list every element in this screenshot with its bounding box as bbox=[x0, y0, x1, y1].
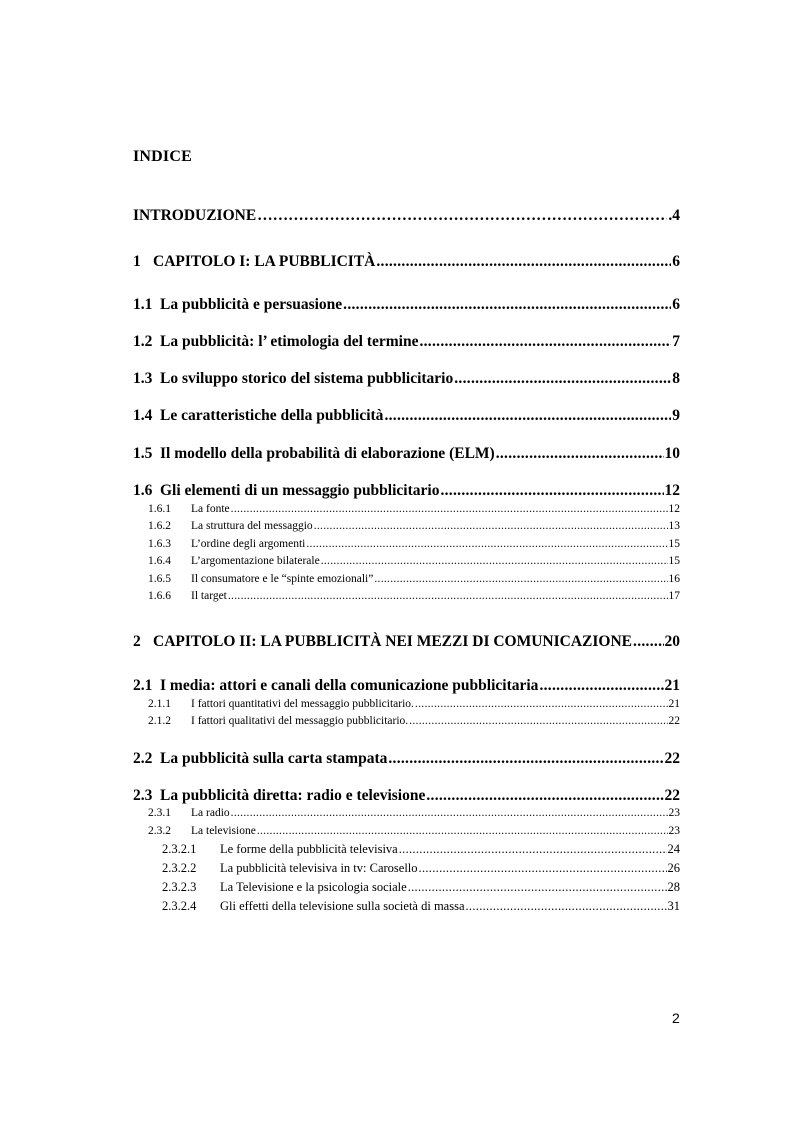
toc-entry-2-3-2[interactable] bbox=[148, 825, 680, 837]
toc-entry-number: 1.4 bbox=[133, 407, 153, 424]
toc-entry-number: 2.1.2 bbox=[148, 715, 171, 727]
toc-entry-1-6-6[interactable] bbox=[148, 590, 680, 602]
toc-entry-1-6-3[interactable] bbox=[148, 538, 680, 550]
toc-entry-page: 12 bbox=[668, 503, 680, 515]
toc-entry-chapter-2[interactable] bbox=[133, 633, 680, 651]
dot-leader bbox=[231, 807, 668, 819]
toc-entry-number: 1 bbox=[133, 253, 141, 270]
toc-entry-page: 22 bbox=[668, 715, 680, 727]
dot-leader bbox=[419, 861, 667, 876]
toc-entry-page: 9 bbox=[672, 407, 680, 424]
toc-entry-number: 2.3.2.3 bbox=[162, 880, 197, 894]
toc-entry-page: 6 bbox=[672, 253, 680, 270]
toc-entry-label: Le forme della pubblicità televisiva bbox=[220, 842, 398, 856]
toc-entry-number: 2.3 bbox=[133, 787, 153, 804]
toc-entry-1-6[interactable] bbox=[133, 482, 680, 500]
toc-entry-label: Il target bbox=[191, 590, 227, 602]
dot-leader bbox=[314, 520, 668, 532]
toc-entry-number: 1.3 bbox=[133, 370, 153, 387]
toc-entry-label: CAPITOLO II: LA PUBBLICITÀ NEI MEZZI DI COMUNICAZIONE bbox=[153, 633, 633, 650]
toc-entry-label: La radio bbox=[191, 807, 230, 819]
toc-entry-number: 1.6.3 bbox=[148, 538, 171, 550]
toc-entry-label: Gli effetti della televisione sulla società di massa bbox=[220, 899, 465, 913]
toc-entry-label: Gli elementi di un messaggio pubblicitario bbox=[160, 482, 440, 499]
toc-entry-2-1-1[interactable] bbox=[148, 698, 680, 710]
toc-entry-number: 2.1.1 bbox=[148, 698, 171, 710]
toc-title: INDICE bbox=[133, 148, 192, 165]
dot-leader bbox=[419, 333, 671, 351]
toc-entry-page: 31 bbox=[667, 899, 680, 913]
toc-entry-page: 22 bbox=[664, 787, 680, 804]
toc-entry-page: 6 bbox=[672, 296, 680, 313]
toc-entry-introduction[interactable] bbox=[133, 207, 680, 225]
toc-entry-number: 1.6 bbox=[133, 482, 153, 499]
toc-entry-page: 12 bbox=[664, 482, 680, 499]
dot-leader bbox=[409, 715, 667, 727]
toc-entry-2-1[interactable] bbox=[133, 677, 680, 695]
toc-entry-1-6-4[interactable] bbox=[148, 555, 680, 567]
toc-entry-page: 7 bbox=[672, 333, 680, 350]
dot-leader bbox=[408, 880, 667, 895]
toc-entry-page: 21 bbox=[668, 698, 680, 710]
toc-entry-label: La televisione bbox=[191, 825, 256, 837]
toc-entry-number: 1.1 bbox=[133, 296, 153, 313]
dot-leader bbox=[257, 825, 668, 837]
toc-entry-label: L’argomentazione bilaterale bbox=[191, 555, 320, 567]
toc-entry-1-6-1[interactable] bbox=[148, 503, 680, 515]
toc-entry-number: 1.6.1 bbox=[148, 503, 171, 515]
toc-entry-page: 28 bbox=[667, 880, 680, 894]
dot-leader bbox=[231, 503, 668, 515]
toc-entry-page: 21 bbox=[664, 677, 680, 694]
toc-entry-label: Il modello della probabilità di elaborazione (ELM) bbox=[160, 445, 495, 462]
toc-entry-label: La pubblicità sulla carta stampata bbox=[160, 750, 388, 767]
dot-leader bbox=[376, 253, 671, 271]
toc-entry-1-4[interactable] bbox=[133, 407, 680, 425]
toc-entry-label: Il consumatore e le “spinte emozionali” bbox=[191, 573, 374, 585]
dot-leader bbox=[306, 538, 667, 550]
dot-leader bbox=[496, 445, 664, 463]
toc-entry-page: 23 bbox=[668, 825, 680, 837]
page-number: 2 bbox=[672, 1010, 680, 1026]
toc-entry-label: La pubblicità e persuasione bbox=[160, 296, 343, 313]
toc-entry-label: L’ordine degli argomenti bbox=[191, 538, 306, 550]
dot-leader bbox=[384, 407, 671, 425]
toc-entry-label: CAPITOLO I: LA PUBBLICITÀ bbox=[153, 253, 376, 270]
toc-entry-2-3-2-4[interactable] bbox=[162, 899, 680, 914]
toc-entry-page: 23 bbox=[668, 807, 680, 819]
toc-entry-number: 1.2 bbox=[133, 333, 153, 350]
dot-leader bbox=[374, 573, 667, 585]
toc-entry-1-6-5[interactable] bbox=[148, 573, 680, 585]
toc-entry-number: 2.3.2 bbox=[148, 825, 171, 837]
toc-entry-number: 2.3.1 bbox=[148, 807, 171, 819]
toc-entry-number: 1.6.6 bbox=[148, 590, 171, 602]
toc-entry-2-3-1[interactable] bbox=[148, 807, 680, 819]
toc-entry-number: 2 bbox=[133, 633, 141, 650]
dot-leader bbox=[633, 633, 663, 651]
dot-leader bbox=[321, 555, 668, 567]
toc-entry-page: 15 bbox=[668, 555, 680, 567]
toc-entry-2-2[interactable] bbox=[133, 750, 680, 768]
toc-entry-label: Le caratteristiche della pubblicità bbox=[160, 407, 384, 424]
toc-entry-label: I fattori qualitativi del messaggio pubblicitario. bbox=[191, 715, 409, 727]
toc-entry-number: 2.2 bbox=[133, 750, 153, 767]
toc-entry-label: La pubblicità: l’ etimologia del termine bbox=[160, 333, 419, 350]
toc-entry-2-3[interactable] bbox=[133, 787, 680, 805]
toc-entry-number: 2.3.2.2 bbox=[162, 861, 197, 875]
toc-entry-number: 1.6.5 bbox=[148, 573, 171, 585]
dot-leader bbox=[454, 370, 671, 388]
toc-entry-1-3[interactable] bbox=[133, 370, 680, 388]
toc-entry-number: 1.6.2 bbox=[148, 520, 171, 532]
dot-leader bbox=[426, 787, 663, 805]
toc-entry-number: 1.6.4 bbox=[148, 555, 171, 567]
dot-leader bbox=[388, 750, 663, 768]
dot-leader bbox=[415, 698, 668, 710]
toc-entry-2-3-2-2[interactable] bbox=[162, 861, 680, 876]
toc-entry-label: La Televisione e la psicologia sociale bbox=[220, 880, 407, 894]
toc-entry-1-2[interactable] bbox=[133, 333, 680, 351]
dot-leader bbox=[228, 590, 668, 602]
toc-entry-number: 2.3.2.1 bbox=[162, 842, 197, 856]
dot-leader bbox=[440, 482, 663, 500]
toc-entry-number: 2.3.2.4 bbox=[162, 899, 197, 913]
toc-entry-page: 16 bbox=[668, 573, 680, 585]
toc-entry-2-3-2-1[interactable] bbox=[162, 842, 680, 857]
toc-entry-2-3-2-3[interactable] bbox=[162, 880, 680, 895]
dot-leader bbox=[343, 296, 671, 314]
toc-entry-label: La pubblicità diretta: radio e televisione bbox=[160, 787, 426, 804]
dot-leader bbox=[257, 207, 667, 225]
toc-entry-number: 1.5 bbox=[133, 445, 153, 462]
toc-entry-page: 20 bbox=[664, 633, 680, 650]
dot-leader bbox=[399, 842, 667, 857]
toc-entry-label: Lo sviluppo storico del sistema pubblicitario bbox=[160, 370, 454, 387]
toc-entry-1-6-2[interactable] bbox=[148, 520, 680, 532]
toc-entry-1-5[interactable] bbox=[133, 445, 680, 463]
toc-entry-page: 26 bbox=[667, 861, 680, 875]
toc-entry-page: 17 bbox=[668, 590, 680, 602]
toc-entry-label: I fattori quantitativi del messaggio pubblicitario. bbox=[191, 698, 414, 710]
dot-leader bbox=[539, 677, 663, 695]
toc-entry-page: 10 bbox=[664, 445, 680, 462]
toc-entry-page: 8 bbox=[672, 370, 680, 387]
toc-entry-label: INTRODUZIONE bbox=[133, 207, 257, 224]
toc-entry-page: 13 bbox=[668, 520, 680, 532]
toc-entry-page: 24 bbox=[667, 842, 680, 856]
toc-entry-label: La fonte bbox=[191, 503, 230, 515]
toc-entry-1-1[interactable] bbox=[133, 296, 680, 314]
toc-entry-label: La struttura del messaggio bbox=[191, 520, 313, 532]
toc-entry-page: 22 bbox=[664, 750, 680, 767]
toc-entry-number: 2.1 bbox=[133, 677, 153, 694]
toc-entry-2-1-2[interactable] bbox=[148, 715, 680, 727]
toc-entry-page: .4 bbox=[668, 207, 680, 224]
toc-entry-label: I media: attori e canali della comunicazione pubblicitaria bbox=[160, 677, 539, 694]
toc-entry-label: La pubblicità televisiva in tv: Carosello bbox=[220, 861, 418, 875]
dot-leader bbox=[466, 899, 667, 914]
toc-entry-chapter-1[interactable] bbox=[133, 253, 680, 271]
toc-entry-page: 15 bbox=[668, 538, 680, 550]
